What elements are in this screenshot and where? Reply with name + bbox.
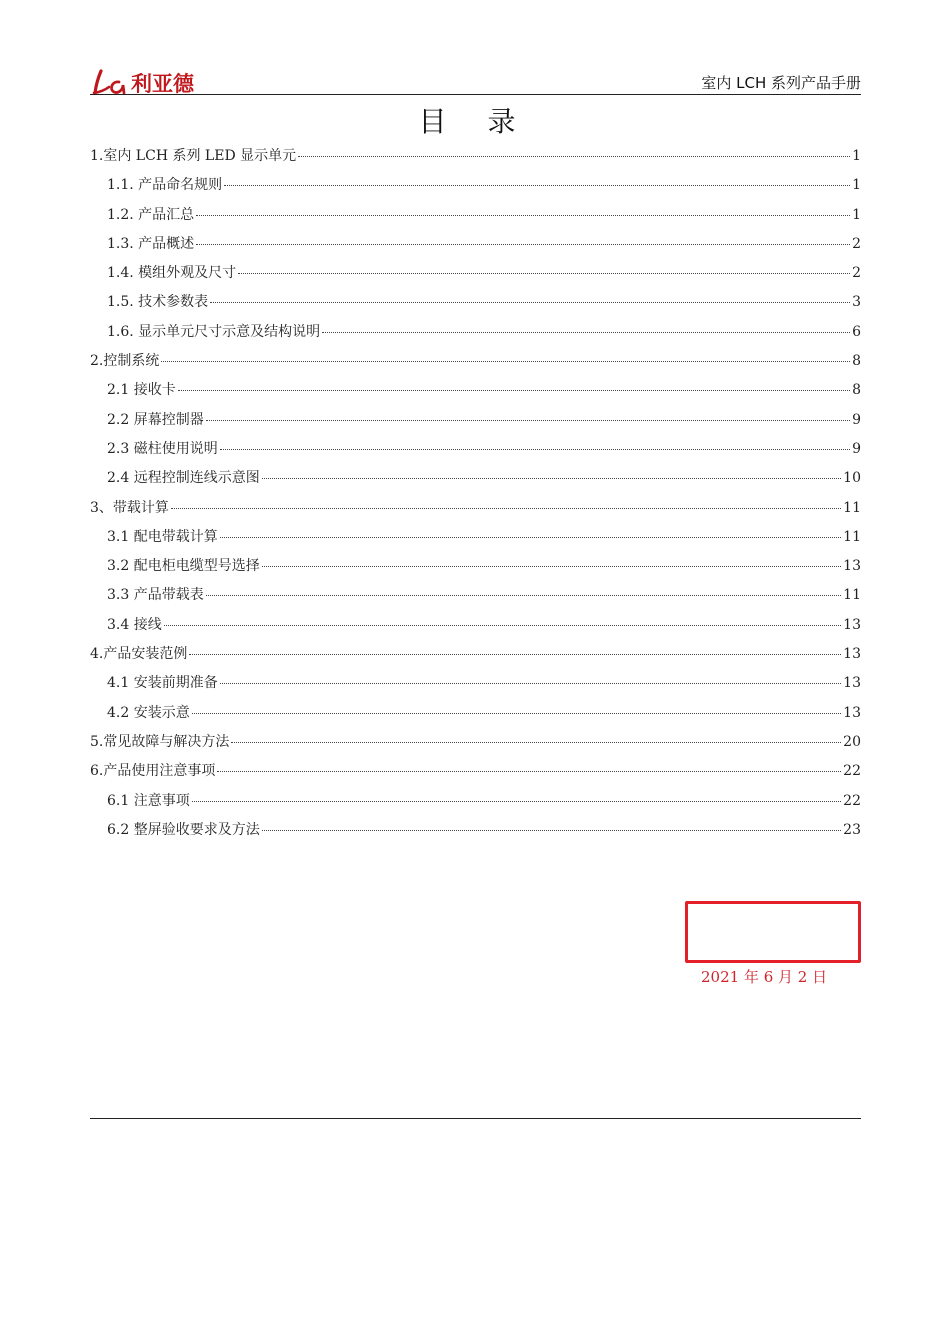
toc-entry[interactable] xyxy=(90,555,861,584)
toc-dot-leader xyxy=(178,390,850,391)
toc-entry-label: 6.1 注意事项 xyxy=(107,792,190,809)
toc-entry-page: 8 xyxy=(852,353,861,370)
red-stamp-box xyxy=(685,901,861,963)
toc-dot-leader xyxy=(192,713,841,714)
toc-entry[interactable] xyxy=(90,672,861,701)
toc-entry-label: 5.常见故障与解决方法 xyxy=(90,733,230,750)
toc-entry-label: 2.4 远程控制连线示意图 xyxy=(107,470,260,487)
toc-entry[interactable] xyxy=(90,438,861,467)
toc-entry-label: 1.3. 产品概述 xyxy=(107,235,195,252)
toc-entry[interactable] xyxy=(90,233,861,262)
toc-entry-page: 13 xyxy=(843,558,861,575)
footer-divider xyxy=(90,1118,861,1119)
toc-entry-label: 3.1 配电带载计算 xyxy=(107,528,218,545)
toc-dot-leader xyxy=(161,361,850,362)
toc-entry-page: 22 xyxy=(843,763,861,780)
toc-entry[interactable] xyxy=(90,497,861,526)
toc-dot-leader xyxy=(196,215,850,216)
toc-entry[interactable] xyxy=(90,819,861,848)
toc-entry-label: 1.1. 产品命名规则 xyxy=(107,177,223,194)
toc-dot-leader xyxy=(224,185,850,186)
toc-entry-page: 13 xyxy=(843,646,861,663)
toc-dot-leader xyxy=(298,156,850,157)
toc-entry-page: 11 xyxy=(843,528,861,545)
toc-entry-label: 6.产品使用注意事项 xyxy=(90,763,216,780)
toc-entry-page: 2 xyxy=(852,235,861,252)
logo-text: 利亚德 xyxy=(131,72,194,96)
toc-entry-page: 23 xyxy=(843,821,861,838)
toc-entry-label: 1.室内 LCH 系列 LED 显示单元 xyxy=(90,148,297,164)
toc-dot-leader xyxy=(206,595,841,596)
toc-entry-label: 2.1 接收卡 xyxy=(107,382,176,399)
toc-entry[interactable] xyxy=(90,614,861,643)
toc-dot-leader xyxy=(238,273,850,274)
toc-entry[interactable] xyxy=(90,584,861,613)
toc-entry-label: 1.2. 产品汇总 xyxy=(107,206,195,223)
toc-dot-leader xyxy=(171,508,841,509)
toc-entry-label: 1.4. 模组外观及尺寸 xyxy=(107,265,237,282)
toc-entry-page: 8 xyxy=(852,382,861,399)
toc-entry[interactable] xyxy=(90,526,861,555)
toc-entry[interactable] xyxy=(90,291,861,320)
toc-entry-page: 2 xyxy=(852,265,861,282)
toc-entry[interactable] xyxy=(90,350,861,379)
document-date: 2021 年 6 月 2 日 xyxy=(701,968,828,986)
toc-dot-leader xyxy=(322,332,850,333)
toc-entry-label: 2.控制系统 xyxy=(90,353,160,370)
toc-dot-leader xyxy=(220,683,841,684)
toc-dot-leader xyxy=(262,566,841,567)
toc-entry-page: 13 xyxy=(843,675,861,692)
toc-dot-leader xyxy=(210,302,850,303)
toc-entry[interactable] xyxy=(90,760,861,789)
toc-entry-page: 1 xyxy=(852,177,861,194)
toc-entry-label: 1.5. 技术参数表 xyxy=(107,294,209,311)
page-header xyxy=(90,62,861,96)
toc-entry-label: 1.6. 显示单元尺寸示意及结构说明 xyxy=(107,323,321,340)
toc-dot-leader xyxy=(206,420,850,421)
toc-entry-page: 20 xyxy=(843,733,861,750)
toc-entry-label: 4.2 安装示意 xyxy=(107,704,190,721)
toc-entry-page: 13 xyxy=(843,616,861,633)
table-of-contents xyxy=(90,145,861,848)
toc-dot-leader xyxy=(217,771,841,772)
toc-entry-page: 22 xyxy=(843,792,861,809)
toc-entry-label: 4.1 安装前期准备 xyxy=(107,675,218,692)
toc-entry-page: 1 xyxy=(852,148,861,164)
toc-dot-leader xyxy=(196,244,850,245)
toc-entry-page: 11 xyxy=(843,587,861,604)
toc-entry-page: 10 xyxy=(843,470,861,487)
toc-dot-leader xyxy=(164,625,841,626)
toc-dot-leader xyxy=(192,801,841,802)
company-logo xyxy=(92,68,194,96)
toc-entry-page: 11 xyxy=(843,499,861,516)
toc-entry-page: 13 xyxy=(843,704,861,721)
toc-entry[interactable] xyxy=(90,262,861,291)
document-title: 室内 LCH 系列产品手册 xyxy=(701,74,861,92)
toc-entry-page: 9 xyxy=(852,411,861,428)
toc-entry[interactable] xyxy=(90,321,861,350)
toc-entry[interactable] xyxy=(90,643,861,672)
toc-entry-label: 4.产品安装范例 xyxy=(90,646,188,663)
toc-entry-label: 2.2 屏幕控制器 xyxy=(107,411,204,428)
toc-entry-page: 9 xyxy=(852,440,861,457)
toc-dot-leader xyxy=(220,449,850,450)
toc-entry-label: 3.3 产品带载表 xyxy=(107,587,204,604)
toc-entry[interactable] xyxy=(90,145,861,174)
toc-entry[interactable] xyxy=(90,409,861,438)
toc-dot-leader xyxy=(262,830,841,831)
toc-entry-label: 3、带载计算 xyxy=(90,499,169,516)
toc-entry-label: 2.3 磁柱使用说明 xyxy=(107,440,218,457)
toc-entry[interactable] xyxy=(90,204,861,233)
toc-entry[interactable] xyxy=(90,702,861,731)
toc-heading: 目 录 xyxy=(418,105,532,138)
toc-dot-leader xyxy=(262,478,841,479)
toc-dot-leader xyxy=(220,537,841,538)
leyard-logo-icon xyxy=(92,68,130,96)
toc-entry-label: 6.2 整屏验收要求及方法 xyxy=(107,821,260,838)
toc-entry-page: 1 xyxy=(852,206,861,223)
toc-entry-page: 3 xyxy=(852,294,861,311)
toc-entry[interactable] xyxy=(90,731,861,760)
toc-entry-label: 3.2 配电柜电缆型号选择 xyxy=(107,558,260,575)
toc-entry[interactable] xyxy=(90,174,861,203)
header-divider xyxy=(90,94,861,95)
toc-entry-label: 3.4 接线 xyxy=(107,616,162,633)
toc-entry[interactable] xyxy=(90,379,861,408)
toc-dot-leader xyxy=(231,742,841,743)
toc-dot-leader xyxy=(189,654,841,655)
toc-entry[interactable] xyxy=(90,467,861,496)
toc-entry-page: 6 xyxy=(852,323,861,340)
toc-entry[interactable] xyxy=(90,790,861,819)
